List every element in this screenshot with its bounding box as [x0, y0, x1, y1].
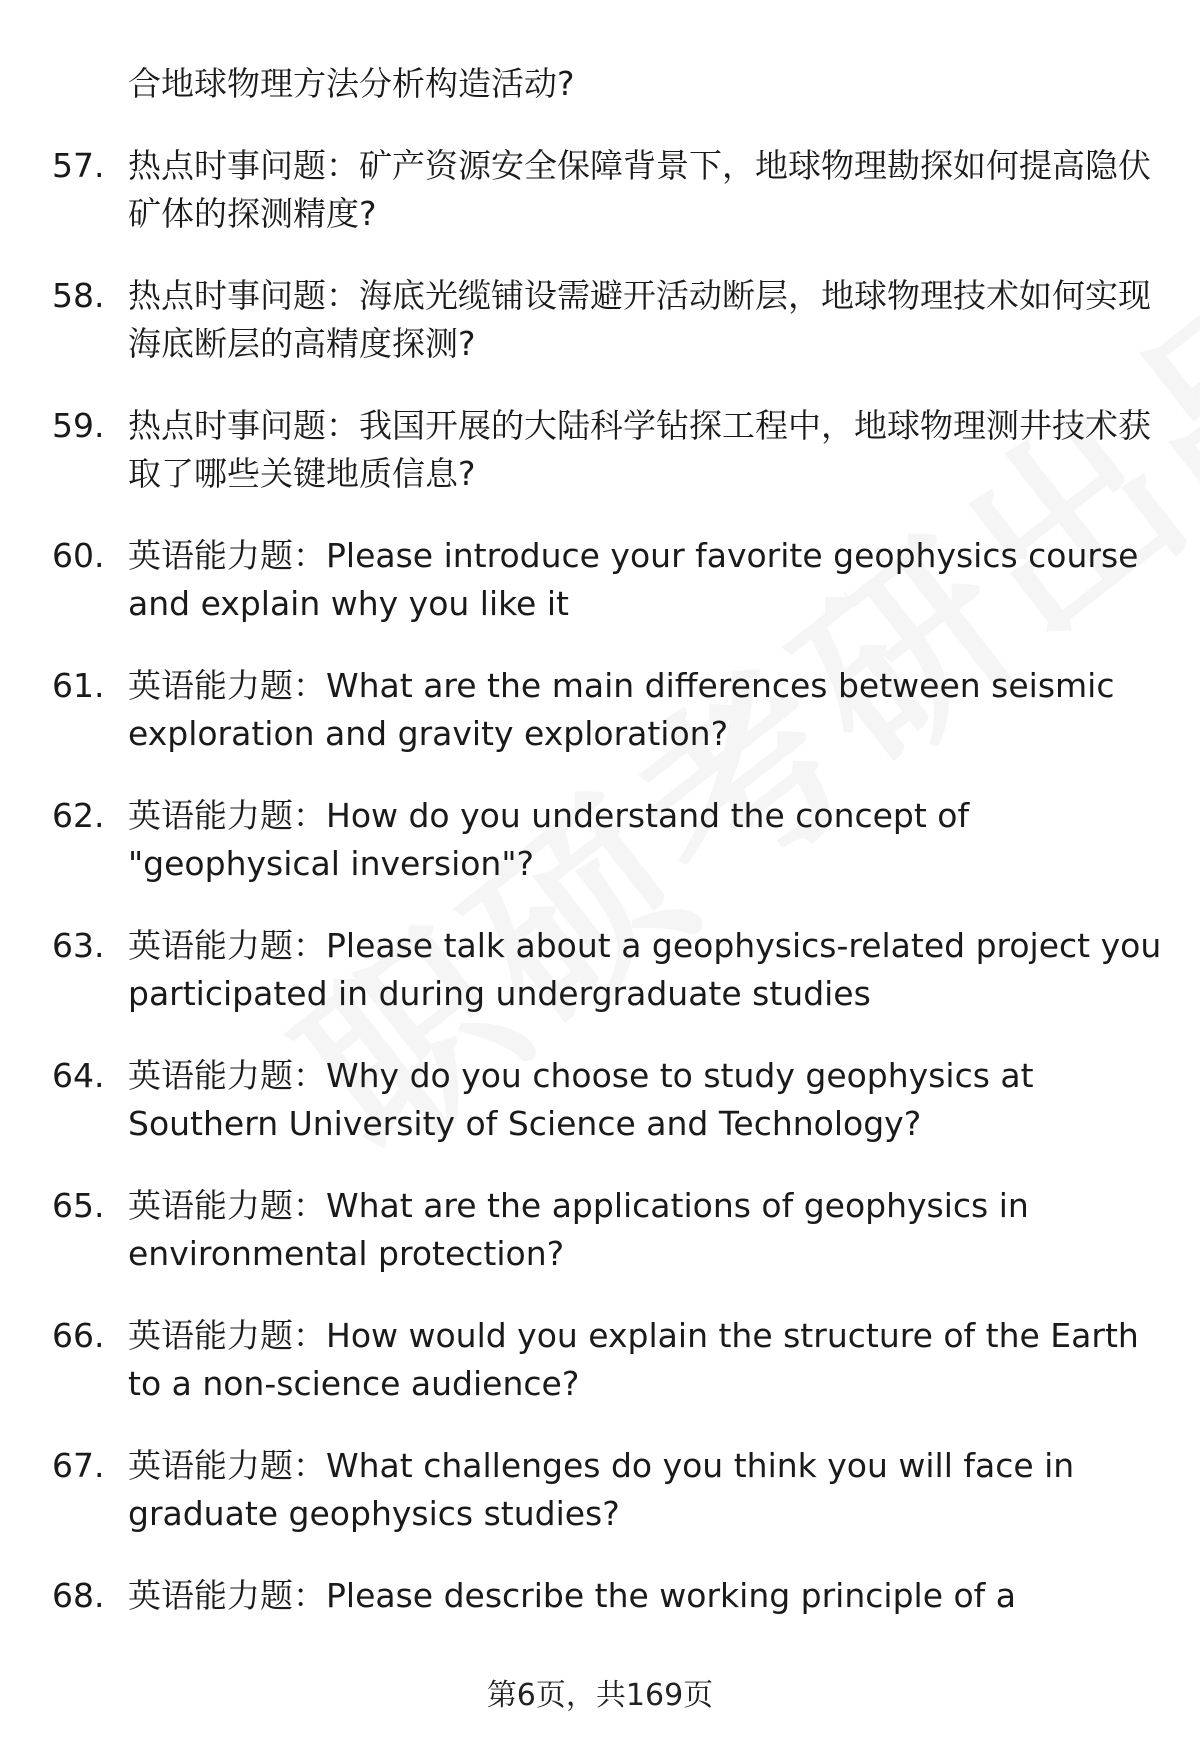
question-item [0, 1182, 1200, 1278]
page-footer: 第6页，共169页 [486, 1678, 714, 1713]
question-item [0, 142, 1200, 238]
question-item [0, 662, 1200, 758]
question-number: 62. [52, 796, 105, 835]
question-item [0, 1052, 1200, 1148]
question-text: 英语能力题：Why do you choose to study geophysics at Southern University of Science and Technology? [128, 1056, 1034, 1143]
question-item [0, 792, 1200, 888]
question-number: 63. [52, 926, 105, 965]
question-item [0, 402, 1200, 498]
question-number: 60. [52, 536, 105, 575]
question-item [0, 922, 1200, 1018]
question-text: 英语能力题：What are the applications of geophysics in environmental protection? [128, 1186, 1029, 1273]
question-text: 英语能力题：Please describe the working principle of a [128, 1576, 1017, 1615]
question-text: 英语能力题：What are the main differences between seismic exploration and gravity exploration? [128, 666, 1115, 753]
question-item [0, 1312, 1200, 1408]
question-text: 英语能力题：Please introduce your favorite geophysics course and explain why you like it [128, 536, 1139, 623]
question-number: 57. [52, 146, 105, 185]
question-text: 热点时事问题：海底光缆铺设需避开活动断层，地球物理技术如何实现海底断层的高精度探测? [128, 276, 1151, 363]
question-text: 英语能力题：What challenges do you think you will face in graduate geophysics studies? [128, 1446, 1075, 1533]
continuation-text: 合地球物理方法分析构造活动? [128, 64, 575, 103]
question-number: 68. [52, 1576, 105, 1615]
question-text: 英语能力题：Please talk about a geophysics-related project you participated in during undergraduate studies [128, 926, 1162, 1013]
question-item [0, 532, 1200, 628]
question-number: 61. [52, 666, 105, 705]
question-text: 英语能力题：How would you explain the structure of the Earth to a non-science audience? [128, 1316, 1139, 1403]
question-text: 热点时事问题：我国开展的大陆科学钻探工程中，地球物理测井技术获取了哪些关键地质信息? [128, 406, 1151, 493]
question-item [0, 1442, 1200, 1538]
question-number: 66. [52, 1316, 105, 1355]
question-item [0, 272, 1200, 368]
question-number: 65. [52, 1186, 105, 1225]
question-number: 64. [52, 1056, 105, 1095]
question-number: 59. [52, 406, 105, 445]
question-number: 67. [52, 1446, 105, 1485]
question-text: 热点时事问题：矿产资源安全保障背景下，地球物理勘探如何提高隐伏矿体的探测精度? [128, 146, 1151, 233]
question-text: 英语能力题：How do you understand the concept of "geophysical inversion"? [128, 796, 970, 883]
question-item [0, 1572, 1200, 1620]
question-number: 58. [52, 276, 105, 315]
question-list [0, 142, 1200, 1654]
